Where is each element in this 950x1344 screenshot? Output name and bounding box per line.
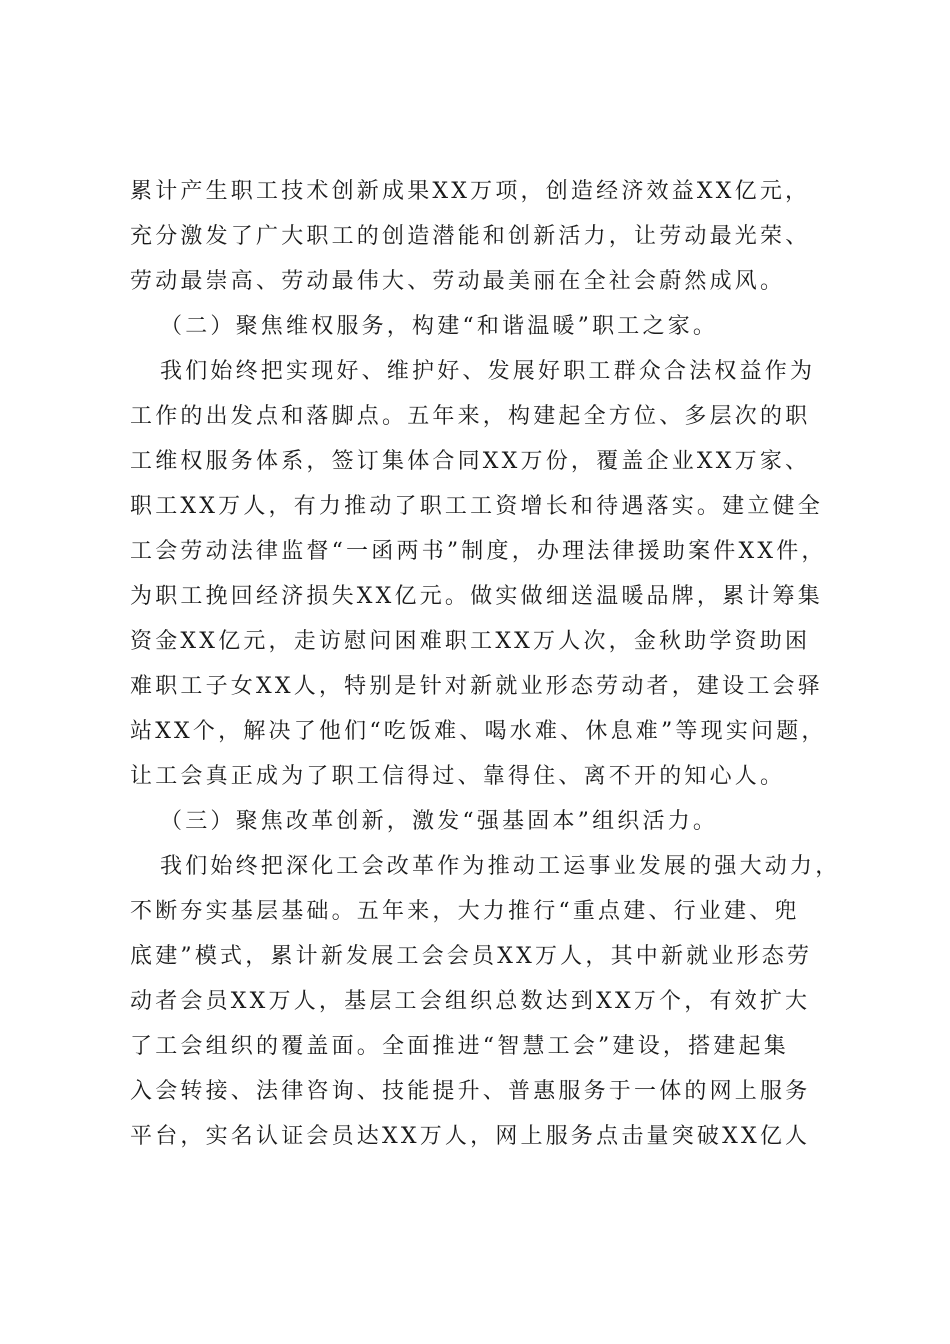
body-line: 职工XX万人，有力推动了职工工资增长和待遇落实。建立健全 <box>130 494 823 519</box>
body-line: 底建”模式，累计新发展工会会员XX万人，其中新就业形态劳 <box>130 944 813 969</box>
body-line: 为职工挽回经济损失XX亿元。做实做细送温暖品牌，累计筹集 <box>130 584 823 609</box>
body-line: 难职工子女XX人，特别是针对新就业形态劳动者，建设工会驿 <box>130 674 823 699</box>
body-line: 累计产生职工技术创新成果XX万项，创造经济效益XX亿元， <box>130 179 811 204</box>
paragraph-start-line: 我们始终把深化工会改革作为推动工运事业发展的强大动力， <box>160 854 841 879</box>
section-heading-2: （二）聚焦维权服务，构建“和谐温暖”职工之家。 <box>160 314 719 339</box>
body-line: 站XX个，解决了他们“吃饭难、喝水难、休息难”等现实问题， <box>130 719 827 744</box>
section-heading-3: （三）聚焦改革创新，激发“强基固本”组织活力。 <box>160 809 719 834</box>
body-line: 工会劳动法律监督“一函两书”制度，办理法律援助案件XX件， <box>130 539 827 564</box>
body-line: 劳动最崇高、劳动最伟大、劳动最美丽在全社会蔚然成风。 <box>130 269 786 294</box>
body-line: 入会转接、法律咨询、技能提升、普惠服务于一体的网上服务 <box>130 1079 811 1104</box>
body-line: 充分激发了广大职工的创造潜能和创新活力，让劳动最光荣、 <box>130 224 811 249</box>
body-line: 工作的出发点和落脚点。五年来，构建起全方位、多层次的职 <box>130 404 811 429</box>
body-line: 了工会组织的覆盖面。全面推进“智慧工会”建设，搭建起集 <box>130 1034 789 1059</box>
body-line: 让工会真正成为了职工信得过、靠得住、离不开的知心人。 <box>130 764 786 789</box>
body-line: 平台，实名认证会员达XX万人，网上服务点击量突破XX亿人 <box>130 1124 811 1149</box>
body-line: 动者会员XX万人，基层工会组织总数达到XX万个，有效扩大 <box>130 989 811 1014</box>
body-line: 工维权服务体系，签订集体合同XX万份，覆盖企业XX万家、 <box>130 449 811 474</box>
body-line: 资金XX亿元，走访慰问困难职工XX万人次，金秋助学资助困 <box>130 629 811 654</box>
body-line: 不断夯实基层基础。五年来，大力推行“重点建、行业建、兜 <box>130 899 800 924</box>
paragraph-start-line: 我们始终把实现好、维护好、发展好职工群众合法权益作为 <box>160 359 816 384</box>
